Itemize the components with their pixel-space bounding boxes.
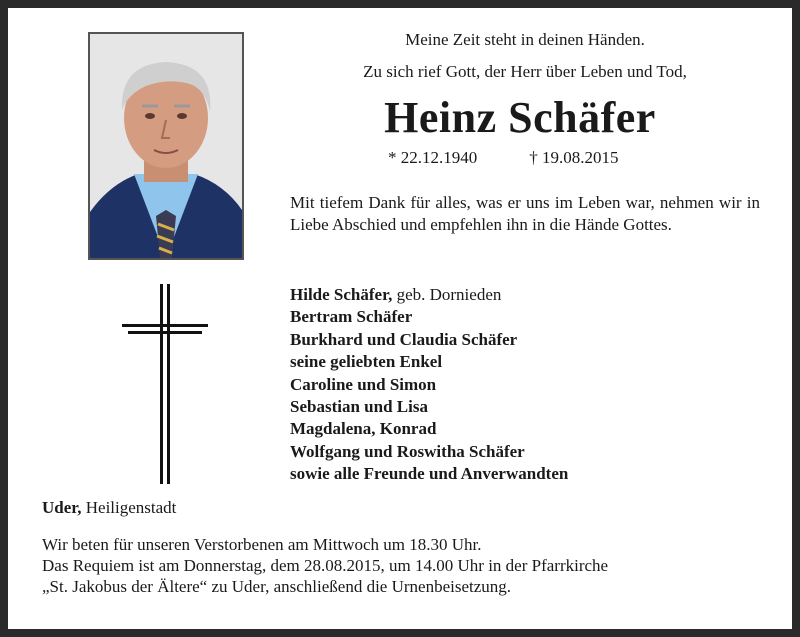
info-line-2: Das Requiem ist am Donnerstag, dem 28.08.2015, um 14.00 Uhr in der Pfarrkirche bbox=[42, 556, 609, 575]
mourner-line: Bertram Schäfer bbox=[290, 307, 413, 327]
portrait-photo bbox=[88, 32, 244, 260]
cross-icon bbox=[122, 284, 208, 484]
mourner-line: Wolfgang und Roswitha Schäfer bbox=[290, 441, 525, 461]
mourner-line: seine geliebten Enkel bbox=[290, 352, 443, 372]
mourner-line bbox=[290, 284, 568, 306]
place-line bbox=[42, 498, 176, 518]
mourner-line: Caroline und Simon bbox=[290, 374, 437, 394]
mourner-name: Hilde Schäfer, bbox=[290, 285, 393, 304]
birth-date: * 22.12.1940 bbox=[388, 148, 478, 167]
mourner-line: Burkhard und Claudia Schäfer bbox=[290, 329, 518, 349]
thanks-text: Mit tiefem Dank für alles, was er uns im Leben war, nehmen wir in Liebe Abschied und empfehlen ihn in die Hände Gottes. bbox=[290, 193, 760, 234]
info-line-3: „St. Jakobus der Ältere“ zu Uder, anschließend die Urnenbeisetzung. bbox=[42, 577, 512, 596]
motto-line-1: Meine Zeit steht in deinen Händen. bbox=[405, 30, 645, 49]
life-dates bbox=[388, 148, 792, 168]
mourner-line: sowie alle Freunde und Anverwandten bbox=[290, 464, 569, 484]
service-info bbox=[42, 534, 608, 597]
place-region: Heiligenstadt bbox=[85, 498, 177, 517]
mourners-list bbox=[290, 284, 568, 486]
portrait-illustration bbox=[90, 34, 242, 258]
death-date: † 19.08.2015 bbox=[529, 148, 619, 167]
mourner-note: geb. Dornieden bbox=[396, 285, 502, 304]
mourner-line: Magdalena, Konrad bbox=[290, 419, 437, 439]
deceased-name: Heinz Schäfer bbox=[384, 93, 656, 142]
place-name: Uder, bbox=[42, 498, 82, 517]
motto-line-2: Zu sich rief Gott, der Herr über Leben und Tod, bbox=[363, 62, 687, 81]
info-line-1: Wir beten für unseren Verstorbenen am Mittwoch um 18.30 Uhr. bbox=[42, 535, 482, 554]
mourner-line: Sebastian und Lisa bbox=[290, 397, 428, 417]
